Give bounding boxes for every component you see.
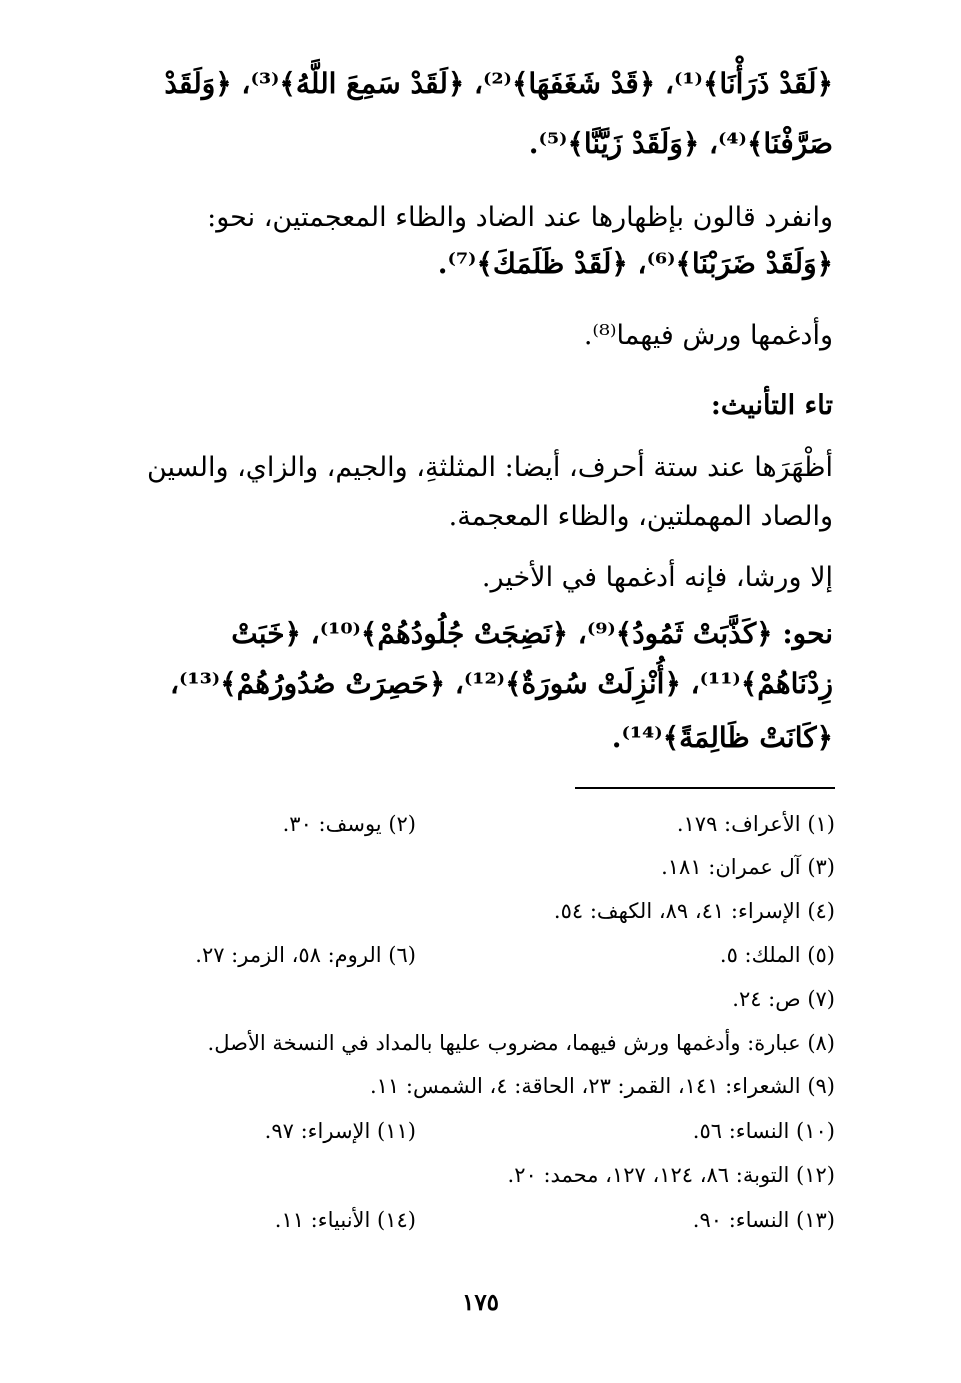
footnote: (٣) آل عمران: ١٨١. bbox=[661, 855, 835, 879]
text-line: ﴿وَلَقَدْ ضَرَبْنَا﴾⁽⁶⁾، ﴿لَقَدْ ظَلَمَكَ﴾⁽⁷⁾. bbox=[437, 247, 833, 280]
footnote: (١٢) التوبة: ٨٦، ١٢٤، ١٢٧، محمد: ٢٠. bbox=[507, 1163, 835, 1187]
footnote: (٤) الإسراء: ٤١، ٨٩، الكهف: ٥٤. bbox=[553, 899, 835, 923]
footnote: (٦) الروم: ٥٨، الزمر: ٢٧. bbox=[195, 943, 416, 967]
footnote: (٥) الملك: ٥. bbox=[719, 943, 835, 967]
footnote: (٩) الشعراء: ١٤١، القمر: ٢٣، الحاقة: ٤، الشمس: ١١. bbox=[369, 1074, 835, 1098]
text-line: أظْهَرَها عند ستة أحرف، أيضا: المثلثةِ، والجيم، والزاي، والسين bbox=[146, 452, 833, 483]
text-line: ﴿لَقَدْ ذَرَأْنَا﴾⁽¹⁾، ﴿قَدْ شَغَفَهَا﴾⁽²⁾، ﴿لَقَدْ سَمِعَ اللَّهُ﴾⁽³⁾، ﴿وَلَقَدْ bbox=[164, 67, 833, 100]
footnote-separator bbox=[575, 787, 835, 789]
page-number: ١٧٥ bbox=[461, 1289, 500, 1316]
text-line: وانفرد قالون بإظهارها عند الضاد والظاء المعجمتين، نحو: bbox=[207, 202, 833, 233]
footnote: (٨) عبارة: وأدغمها ورش فيهما، مضروب عليها بالمداد في النسخة الأصل. bbox=[207, 1031, 835, 1055]
footnote: (١٠) النساء: ٥٦. bbox=[692, 1119, 835, 1143]
footnote: (٢) يوسف: ٣٠. bbox=[282, 812, 416, 836]
footnote: (١٣) النساء: ٩٠. bbox=[692, 1208, 835, 1232]
footnote: (١) الأعراف: ١٧٩. bbox=[676, 812, 835, 836]
text-line: ﴿كَانَتْ ظَالِمَةً﴾⁽¹⁴⁾. bbox=[611, 721, 833, 754]
text-line: وأدغمها ورش فيهما⁽⁸⁾. bbox=[583, 320, 833, 351]
section-heading: تاء التأنيث: bbox=[710, 390, 833, 421]
text-line: والصاد المهملتين، والظاء المعجمة. bbox=[448, 501, 833, 532]
text-line: إلا ورشا، فإنه أدغمها في الأخير. bbox=[481, 562, 833, 593]
footnote: (١١) الإسراء: ٩٧. bbox=[264, 1119, 416, 1143]
text-line: صَرَّفْنَا﴾⁽⁴⁾، ﴿وَلَقَدْ زَيَّنَّا﴾⁽⁵⁾. bbox=[528, 127, 833, 160]
footnote: (١٤) الأنبياء: ١١. bbox=[274, 1208, 416, 1232]
footnote: (٧) ص: ٢٤. bbox=[732, 987, 835, 1011]
text-line: زِدْنَاهُمْ﴾⁽¹¹⁾، ﴿أُنْزِلَتْ سُورَةٌ﴾⁽¹²⁾، ﴿حَصِرَتْ صُدُورُهُمْ﴾⁽¹³⁾، bbox=[170, 667, 833, 700]
text-line: نحو: ﴿كَذَّبَتْ ثَمُودُ﴾⁽⁹⁾، ﴿نَضِجَتْ جُلُودُهُمْ﴾⁽¹⁰⁾، ﴿خَبَتْ bbox=[231, 617, 833, 650]
